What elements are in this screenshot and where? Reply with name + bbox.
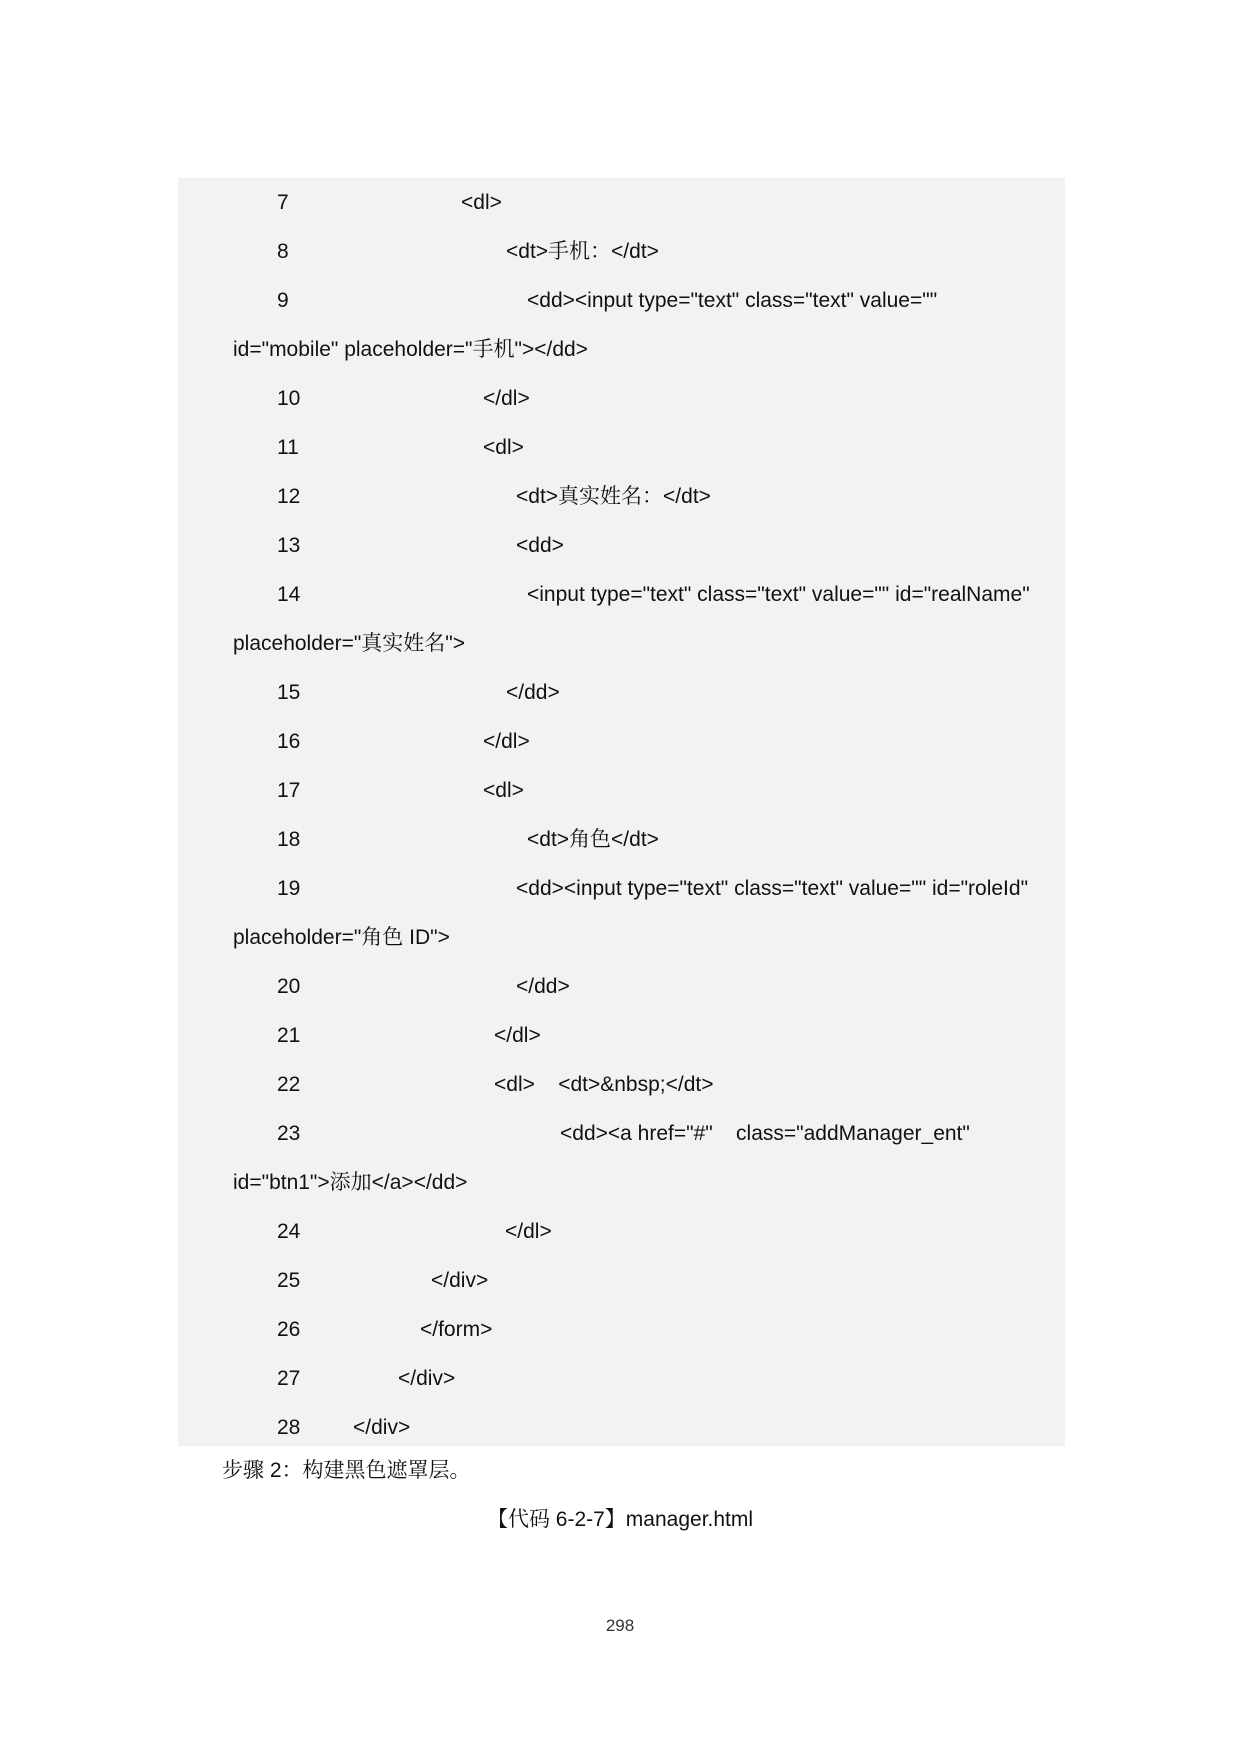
line-code: <dl> — [461, 191, 502, 214]
code-listing — [178, 178, 1065, 1446]
line-code: <dd><input type="text" class="text" value="" id="roleId" — [516, 877, 1029, 900]
code-line — [178, 178, 1065, 227]
line-code: <dt>手机：</dt> — [506, 240, 659, 263]
code-line — [178, 423, 1065, 472]
code-caption: 【代码 6-2-7】manager.html — [486, 1508, 754, 1531]
line-number: 13 — [277, 534, 301, 557]
line-number: 14 — [277, 583, 301, 606]
code-line — [178, 717, 1065, 766]
line-number: 9 — [277, 289, 289, 312]
line-code: </dd> — [516, 975, 570, 998]
code-line — [178, 1207, 1065, 1256]
code-line — [178, 1403, 1065, 1452]
line-number: 16 — [277, 730, 301, 753]
step-instruction: 步骤 2：构建黑色遮罩层。 — [222, 1459, 471, 1482]
line-number: 27 — [277, 1367, 301, 1390]
line-code: <dl> — [483, 779, 524, 802]
line-code: <dd><a href="#" class="addManager_ent" — [560, 1122, 970, 1145]
line-code: </div> — [398, 1367, 456, 1390]
line-number: 12 — [277, 485, 301, 508]
code-line — [178, 668, 1065, 717]
line-number: 7 — [277, 191, 289, 214]
code-line — [178, 962, 1065, 1011]
line-number: 8 — [277, 240, 289, 263]
line-code: <dt>角色</dt> — [527, 828, 659, 851]
line-number: 28 — [277, 1416, 301, 1439]
line-number: 19 — [277, 877, 301, 900]
line-code: </dl> — [483, 730, 530, 753]
code-line — [178, 570, 1065, 619]
line-code: </dl> — [494, 1024, 541, 1047]
line-number: 10 — [277, 387, 301, 410]
line-code: </dl> — [505, 1220, 552, 1243]
code-line — [178, 1256, 1065, 1305]
line-number: 18 — [277, 828, 301, 851]
line-continuation: placeholder="角色 ID"> — [233, 926, 450, 949]
code-line — [178, 227, 1065, 276]
line-number: 24 — [277, 1220, 301, 1243]
line-number: 20 — [277, 975, 301, 998]
line-continuation: id="mobile" placeholder="手机"></dd> — [233, 338, 588, 361]
line-code: <dt>真实姓名：</dt> — [516, 485, 711, 508]
line-code: <input type="text" class="text" value="" id="realName" — [527, 583, 1030, 606]
code-line — [178, 1305, 1065, 1354]
code-line — [178, 374, 1065, 423]
code-line — [178, 472, 1065, 521]
code-line — [178, 521, 1065, 570]
line-code: </div> — [431, 1269, 489, 1292]
line-number: 22 — [277, 1073, 301, 1096]
code-line — [178, 1011, 1065, 1060]
line-number: 25 — [277, 1269, 301, 1292]
code-line — [178, 766, 1065, 815]
code-line — [178, 1109, 1065, 1158]
page-number: 298 — [605, 1616, 635, 1635]
line-code: <dl> — [483, 436, 524, 459]
code-line — [178, 1354, 1065, 1403]
line-code: <dl> <dt>&nbsp;</dt> — [494, 1073, 714, 1096]
line-code: <dd> — [516, 534, 564, 557]
line-number: 11 — [277, 436, 299, 459]
line-code: </dl> — [483, 387, 530, 410]
line-code: </dd> — [506, 681, 560, 704]
code-line — [178, 815, 1065, 864]
code-line — [178, 276, 1065, 325]
line-continuation: placeholder="真实姓名"> — [233, 632, 466, 655]
line-number: 23 — [277, 1122, 301, 1145]
line-number: 21 — [277, 1024, 301, 1047]
line-number: 17 — [277, 779, 301, 802]
line-number: 26 — [277, 1318, 301, 1341]
code-line — [178, 864, 1065, 913]
line-code: </form> — [420, 1318, 493, 1341]
line-continuation: id="btn1">添加</a></dd> — [233, 1171, 468, 1194]
line-number: 15 — [277, 681, 301, 704]
code-line — [178, 1060, 1065, 1109]
line-code: <dd><input type="text" class="text" value="" — [527, 289, 938, 312]
line-code: </div> — [353, 1416, 411, 1439]
